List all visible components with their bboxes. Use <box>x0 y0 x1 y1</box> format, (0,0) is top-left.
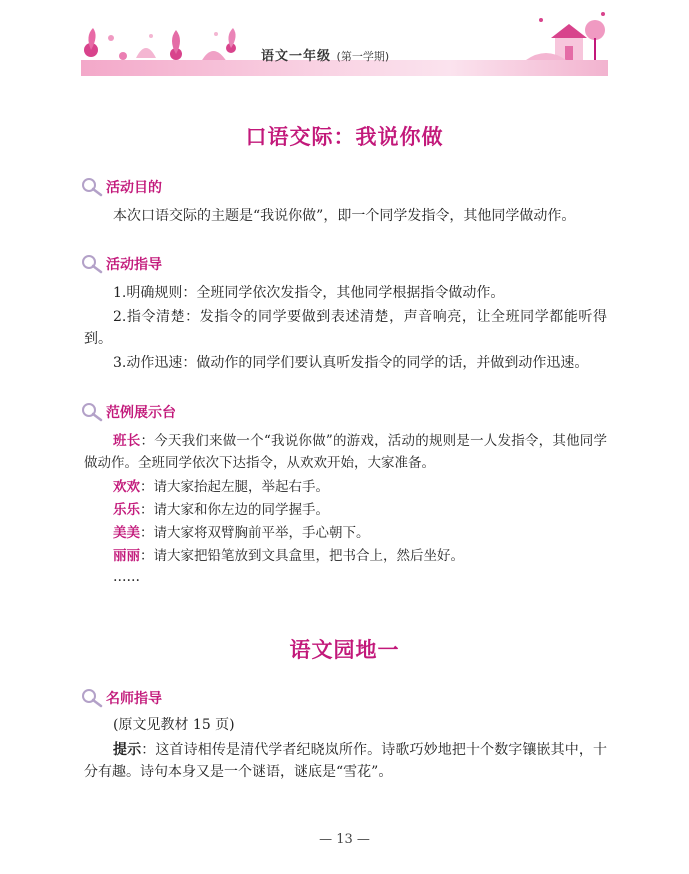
dialogue-text: ：请大家和你左边的同学握手。 <box>140 502 329 518</box>
dialogue-line-meimei <box>113 522 613 544</box>
book-title: 语文一年级 (第一学期) <box>261 49 390 64</box>
page-header <box>81 8 608 76</box>
guide-item-2: 2.指令清楚：发指令的同学要做到表述清楚，声音响亮，让全班同学都能听得到。 <box>84 309 607 347</box>
dialogue-line-lili <box>113 545 613 567</box>
magnifier-icon <box>80 688 104 708</box>
purpose-paragraph: 本次口语交际的主题是“我说你做”，即一个同学发指令，其他同学做动作。 <box>113 208 576 224</box>
section-title-chinese-garden: 语文园地一 <box>289 637 400 662</box>
hint-paragraph <box>84 739 607 783</box>
dialogue-text: ：请大家将双臂胸前平举，手心朝下。 <box>140 525 370 541</box>
book-subtitle: (第一学期) <box>336 50 390 63</box>
subheading-label: 名师指导 <box>106 691 162 707</box>
subheading-activity-guide <box>80 254 162 274</box>
dialogue-ellipsis: …… <box>113 569 140 585</box>
magnifier-icon <box>80 254 104 274</box>
source-note: (原文见教材 15 页) <box>113 717 235 733</box>
subheading-label: 活动指导 <box>106 257 162 273</box>
dialogue-line-huanhuan <box>113 476 613 498</box>
subheading-activity-purpose <box>80 177 162 197</box>
dialogue-line-monitor <box>84 430 607 474</box>
subheading-teacher-guide <box>80 688 162 708</box>
speaker-name: 欢欢 <box>113 479 140 495</box>
page-number: — 13 — <box>319 832 370 847</box>
magnifier-icon <box>80 177 104 197</box>
guide-item-1: 1.明确规则：全班同学依次发指令，其他同学根据指令做动作。 <box>113 285 505 301</box>
hint-label: 提示 <box>113 742 142 758</box>
hint-text: ：这首诗相传是清代学者纪晓岚所作。诗歌巧妙地把十个数字镶嵌其中，十分有趣。诗句本身又是一个谜语，谜底是“雪花”。 <box>84 742 608 780</box>
speaker-name: 丽丽 <box>113 548 140 564</box>
speaker-name: 乐乐 <box>113 502 140 518</box>
subheading-example <box>80 402 176 422</box>
subheading-label: 活动目的 <box>106 180 162 196</box>
dialogue-text: ：请大家抬起左腿，举起右手。 <box>140 479 329 495</box>
dialogue-text: ：今天我们来做一个“我说你做”的游戏，活动的规则是一人发指令，其他同学做动作。全班同学依次下达指令，从欢欢开始，大家准备。 <box>84 433 608 471</box>
guide-item-3: 3.动作迅速：做动作的同学们要认真听发指令的同学的话，并做到动作迅速。 <box>113 355 589 371</box>
speaker-name: 班长 <box>113 433 141 449</box>
subheading-label: 范例展示台 <box>106 405 176 421</box>
dialogue-text: ：请大家把铅笔放到文具盒里，把书合上，然后坐好。 <box>140 548 464 564</box>
section-title-oral-communication: 口语交际：我说你做 <box>245 124 444 149</box>
dialogue-line-lele <box>113 499 613 521</box>
magnifier-icon <box>80 402 104 422</box>
speaker-name: 美美 <box>113 525 140 541</box>
house-tree-icon <box>521 8 611 68</box>
